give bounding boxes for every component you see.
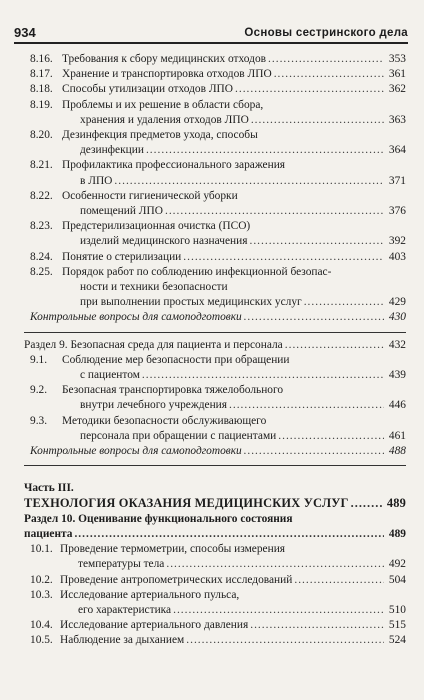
leader-dots xyxy=(186,633,384,648)
leader-dots xyxy=(173,603,384,618)
toc-entry xyxy=(30,588,406,618)
toc-entry-number: 10.4. xyxy=(30,619,53,632)
toc-entry-title: Профилактика профессионального заражения xyxy=(62,159,286,172)
toc-entry-number: 10.5. xyxy=(30,634,53,647)
toc-entry xyxy=(30,52,406,67)
toc-page-ref: 371 xyxy=(388,174,406,187)
leader-dots xyxy=(304,295,384,310)
toc-entry-title: в ЛПО xyxy=(80,174,113,187)
toc-entry xyxy=(30,128,406,158)
leader-dots xyxy=(250,618,384,633)
toc-page-ref: 515 xyxy=(388,619,406,632)
toc-entry-title: внутри лечебного учреждения xyxy=(80,399,228,412)
toc-entry-title: температуры тела xyxy=(78,558,165,571)
toc-part-3-label: Часть III. xyxy=(24,482,74,495)
toc-page-ref: 362 xyxy=(388,83,406,96)
toc-page-ref: 439 xyxy=(388,369,406,382)
toc-page-ref: 376 xyxy=(388,205,406,218)
toc-entry-title: Дезинфекция предметов ухода, способы xyxy=(62,129,258,142)
leader-dots xyxy=(294,573,384,588)
toc-entry-title: Предстерилизационная очистка (ПСО) xyxy=(62,220,251,233)
toc-entry-title: Проблемы и их решение в области сбора, xyxy=(62,98,264,111)
toc-control-questions-9: Контрольные вопросы для самоподготовки ..... 488 xyxy=(30,444,406,459)
toc-page-ref: 504 xyxy=(388,573,406,586)
leader-dots xyxy=(166,557,384,572)
toc-page-ref: 361 xyxy=(388,68,406,81)
toc-entry-title: изделий медицинского назначения xyxy=(80,235,248,248)
section-divider xyxy=(24,465,406,466)
toc-entry-number: 8.17. xyxy=(30,68,53,81)
toc-page-ref: 510 xyxy=(388,603,406,616)
toc-entry-title: его характеристика xyxy=(78,603,172,616)
toc-entry-number: 8.24. xyxy=(30,250,53,263)
toc-page-ref: 429 xyxy=(388,296,406,309)
toc-block-section-9 xyxy=(30,353,406,444)
toc-page-ref: 461 xyxy=(388,429,406,442)
toc-entry-title: хранения и удаления отходов ЛПО xyxy=(80,113,249,126)
toc-entry-title: Наблюдение за дыханием xyxy=(60,634,185,647)
leader-dots xyxy=(229,398,384,413)
leader-dots xyxy=(249,234,384,249)
leader-dots xyxy=(278,429,384,444)
toc-entry-title: Способы утилизации отходов ЛПО xyxy=(62,83,234,96)
toc-entry-title: Хранение и транспортировка отходов ЛПО xyxy=(62,68,272,81)
toc-entry xyxy=(30,573,406,588)
leader-dots xyxy=(114,174,384,189)
toc-page-ref: 492 xyxy=(388,558,406,571)
toc-entry-number: 8.21. xyxy=(30,159,53,172)
leader-dots xyxy=(146,143,384,158)
toc-entry-number: 10.3. xyxy=(30,588,53,601)
leader-dots xyxy=(251,113,384,128)
toc-entry-number: 9.2. xyxy=(30,384,48,397)
toc-entry xyxy=(30,82,406,97)
toc-entry-number: 8.16. xyxy=(30,53,53,65)
toc-entry-number: 8.18. xyxy=(30,83,53,96)
toc-entry xyxy=(30,250,406,265)
toc-entry-title: Исследование артериального пульса, xyxy=(60,588,240,601)
toc-entry-number: 8.20. xyxy=(30,129,53,142)
toc-page-ref: 364 xyxy=(388,144,406,157)
toc-entry-title: ности и техники безопасности xyxy=(80,281,228,294)
toc-entry xyxy=(30,618,406,633)
toc-entry-title: Особенности гигиенической уборки xyxy=(62,189,238,202)
toc-entry-title: Требования к сбору медицинских отходов xyxy=(62,53,267,65)
toc-entry-number: 10.1. xyxy=(30,543,53,556)
toc-entry xyxy=(30,542,406,572)
toc-entry-title: с пациентом xyxy=(80,369,140,382)
toc-page-ref: 446 xyxy=(388,399,406,412)
leader-dots xyxy=(142,368,384,383)
page-number: 934 xyxy=(14,25,36,40)
toc-entry-number: 8.25. xyxy=(30,265,53,278)
toc-page-ref: 363 xyxy=(388,113,406,126)
toc-entry-number: 8.19. xyxy=(30,98,53,111)
toc-entry-number: 8.22. xyxy=(30,189,53,202)
toc-section-9: Раздел 9. Безопасная среда для пациента и персонала ..... 432 xyxy=(24,338,406,353)
table-of-contents xyxy=(24,52,406,649)
section-divider xyxy=(24,332,406,333)
toc-entry-title: Понятие о стерилизации xyxy=(62,250,182,263)
toc-entry-number: 8.23. xyxy=(30,220,53,233)
toc-entry xyxy=(30,383,406,413)
toc-entry xyxy=(30,67,406,82)
toc-entry xyxy=(30,219,406,249)
toc-block-section-8 xyxy=(30,52,406,310)
toc-entry xyxy=(30,98,406,128)
toc-entry xyxy=(30,265,406,311)
toc-page-ref: 524 xyxy=(388,634,406,647)
toc-entry-title: при выполнении простых медицинских услуг xyxy=(80,296,302,309)
toc-entry-title: Безопасная транспортировка тяжелобольного xyxy=(62,384,284,397)
toc-entry-title: Соблюдение мер безопасности при обращении xyxy=(62,353,290,366)
toc-block-section-10 xyxy=(30,542,406,648)
page-header xyxy=(14,20,408,44)
toc-entry-title: Проведение термометрии, способы измерения xyxy=(60,543,286,556)
toc-entry xyxy=(30,158,406,188)
toc-entry-number: 9.3. xyxy=(30,414,48,427)
leader-dots xyxy=(274,67,384,82)
toc-entry-title: Проведение антропометрических исследований xyxy=(60,573,293,586)
leader-dots xyxy=(268,52,384,67)
toc-control-questions-8: Контрольные вопросы для самоподготовки ..... 430 xyxy=(30,310,406,325)
running-title: Основы сестринского дела xyxy=(244,27,408,39)
leader-dots xyxy=(165,204,384,219)
toc-entry xyxy=(30,189,406,219)
toc-page-ref: 353 xyxy=(388,53,406,65)
toc-entry-title: Исследование артериального давления xyxy=(60,619,249,632)
leader-dots xyxy=(235,82,384,97)
leader-dots xyxy=(183,250,384,265)
toc-entry-title: дезинфекции xyxy=(80,144,144,157)
toc-section-10: Раздел 10. Оценивание функционального состояния пациента ..... 489 xyxy=(24,512,406,542)
toc-entry xyxy=(30,633,406,648)
toc-entry-title: Порядок работ по соблюдению инфекционной безопас- xyxy=(62,265,332,278)
toc-page-ref: 392 xyxy=(388,235,406,248)
toc-entry xyxy=(30,414,406,444)
toc-entry-title: персонала при обращении с пациентами xyxy=(80,429,277,442)
toc-entry xyxy=(30,353,406,383)
toc-entry-title: Методики безопасности обслуживающего xyxy=(62,414,267,427)
toc-entry-title: помещений ЛПО xyxy=(80,205,163,218)
toc-part-3-title: ТЕХНОЛОГИЯ ОКАЗАНИЯ МЕДИЦИНСКИХ УСЛУГ ..... 489 xyxy=(24,496,406,511)
toc-entry-number: 10.2. xyxy=(30,573,53,586)
toc-page-ref: 403 xyxy=(388,250,406,263)
toc-entry-number: 9.1. xyxy=(30,353,48,366)
